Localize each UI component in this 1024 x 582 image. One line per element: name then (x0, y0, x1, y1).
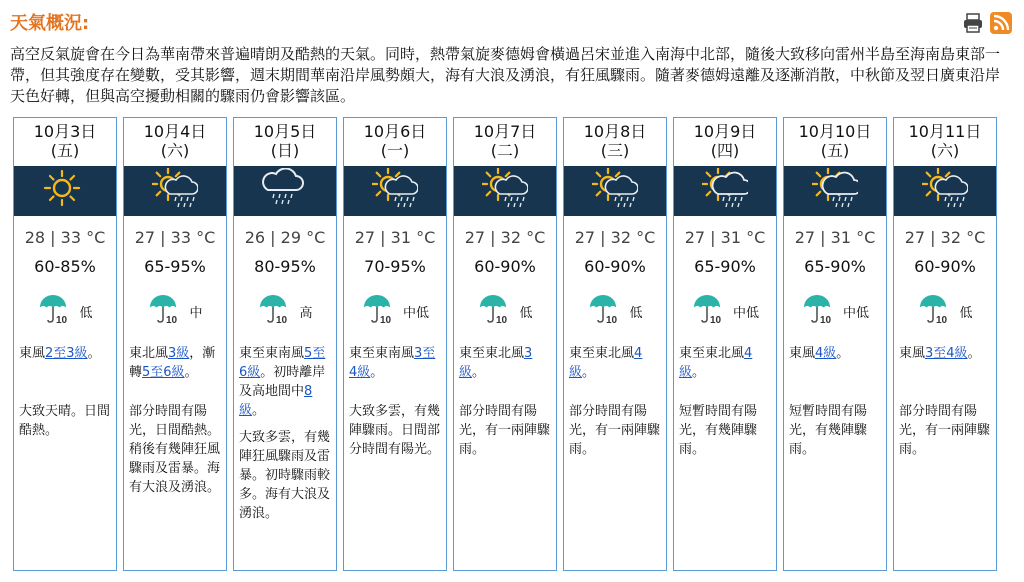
weather-description: 部分時間有陽光，有一兩陣驟雨。 (569, 404, 661, 457)
section-title: 天氣概況: (10, 13, 90, 34)
forecast-date: 10月6日 (363, 122, 427, 141)
forecast-day-card (893, 117, 997, 571)
psr-level: 中低 (732, 305, 759, 321)
svg-text:10: 10 (379, 315, 392, 325)
svg-text:10: 10 (936, 315, 948, 325)
wind-text: 東風 (899, 346, 926, 361)
humidity-range: 65-90% (694, 257, 756, 276)
rain-probability (564, 293, 666, 329)
wind-text: 東至東北風 (459, 346, 525, 361)
wind-forecast (349, 344, 443, 382)
rain-probability (234, 293, 336, 329)
wind-text: ，漸轉 (129, 346, 216, 380)
sunny-periods-showers-icon (922, 168, 968, 214)
psr-level: 低 (79, 305, 93, 321)
umbrella-icon (587, 293, 623, 329)
wind-scale-link[interactable]: 4級 (815, 346, 837, 361)
forecast-day-card (673, 117, 777, 571)
forecast-weekday: (一) (380, 141, 410, 160)
forecast-weekday: (五) (50, 141, 80, 160)
printer-icon[interactable] (962, 12, 984, 34)
forecast-day-card (233, 117, 337, 571)
wind-scale-link[interactable]: 3至4級 (925, 346, 968, 361)
sunny-periods-showers-icon (372, 168, 418, 214)
psr-level: 中低 (842, 305, 869, 321)
wind-forecast (19, 344, 113, 363)
forecast-date: 10月9日 (693, 122, 757, 141)
wind-scale-link[interactable]: 3級 (168, 346, 190, 361)
svg-text:10: 10 (56, 315, 68, 325)
weather-description: 部分時間有陽光，有一兩陣驟雨。 (459, 404, 551, 457)
humidity-range: 60-90% (914, 257, 976, 276)
temperature-range: 27 | 32 °C (574, 228, 656, 247)
weather-icon-band (454, 166, 556, 216)
humidity-range: 60-90% (474, 257, 536, 276)
umbrella-icon (361, 293, 397, 329)
forecast-weekday: (六) (930, 141, 960, 160)
forecast-weekday: (二) (490, 141, 520, 160)
sunny-intervals-showers-icon (702, 168, 748, 214)
temperature-range: 26 | 29 °C (244, 228, 326, 247)
forecast-date: 10月8日 (583, 122, 647, 141)
psr-level: 低 (959, 305, 973, 321)
rain-probability (344, 293, 446, 329)
weather-summary: 高空反氣旋會在今日為華南帶來普遍晴朗及酷熱的天氣。同時，熱帶氣旋麥德姆會橫過呂宋並進入南海中北部，隨後大致移向雷州半島至海南島東部一帶，但其強度存在變數，受其影響，週末期間華南沿岸風勢頗大，海有大浪及湧浪，有狂風驟雨。隨著麥德姆遠離及逐漸消散，中秋節及翌日廣東沿岸天色好轉，但與高空擾動相關的驟雨仍會影響該區。 (10, 45, 1001, 105)
forecast-date: 10月5日 (253, 122, 317, 141)
temperature-range: 27 | 32 °C (464, 228, 546, 247)
svg-text:10: 10 (496, 315, 508, 325)
forecast-weekday: (日) (270, 141, 300, 160)
sunny-periods-showers-icon (152, 168, 198, 214)
wind-scale-link[interactable]: 5至6級 (239, 346, 326, 380)
sunny-periods-showers-icon (592, 168, 638, 214)
temperature-range: 27 | 31 °C (794, 228, 876, 247)
forecast-date: 10月4日 (143, 122, 207, 141)
rain-icon (262, 168, 308, 214)
weather-icon-band (564, 166, 666, 216)
wind-text: 。 (472, 365, 486, 380)
rss-icon[interactable] (990, 12, 1012, 34)
wind-forecast (679, 344, 773, 382)
wind-text: 。初時離岸及高地間中 (239, 365, 326, 399)
forecast-date: 10月10日 (798, 122, 872, 141)
wind-text: 東至東南風 (349, 346, 415, 361)
wind-scale-link[interactable]: 2至3級 (45, 346, 88, 361)
forecast-day-card (783, 117, 887, 571)
temperature-range: 27 | 31 °C (684, 228, 766, 247)
forecast-weekday: (六) (160, 141, 190, 160)
forecast-weekday: (五) (820, 141, 850, 160)
weather-icon-band (894, 166, 996, 216)
weather-description: 部分時間有陽光，有一兩陣驟雨。 (899, 404, 991, 457)
wind-text: 。 (582, 365, 596, 380)
wind-forecast (899, 344, 993, 363)
wind-forecast (789, 344, 883, 363)
svg-text:10: 10 (606, 315, 618, 325)
wind-scale-link[interactable]: 8級 (239, 384, 313, 418)
forecast-day-card (343, 117, 447, 571)
forecast-day-card (453, 117, 557, 571)
svg-text:10: 10 (276, 315, 288, 325)
psr-level: 中 (189, 305, 203, 321)
weather-description: 部分時間有陽光，日間酷熱。稍後有幾陣狂風驟雨及雷暴。海有大浪及湧浪。 (129, 404, 221, 495)
umbrella-icon (147, 293, 183, 329)
rain-probability (784, 293, 886, 329)
temperature-range: 27 | 32 °C (904, 228, 986, 247)
sunny-intervals-showers-icon (812, 168, 858, 214)
psr-level: 低 (629, 305, 643, 321)
wind-text: 東至東北風 (679, 346, 745, 361)
weather-description: 大致天晴。日間酷熱。 (19, 404, 111, 438)
rain-probability (14, 293, 116, 329)
rain-probability (894, 293, 996, 329)
wind-text: 東至東南風 (239, 346, 305, 361)
weather-icon-band (14, 166, 116, 216)
forecast-date: 10月7日 (473, 122, 537, 141)
wind-text: 。 (87, 346, 101, 361)
humidity-range: 60-90% (584, 257, 646, 276)
forecast-day-card (563, 117, 667, 571)
wind-forecast (239, 344, 333, 420)
wind-text: 。 (692, 365, 706, 380)
forecast-date: 10月11日 (908, 122, 982, 141)
wind-scale-link[interactable]: 4級 (569, 346, 643, 380)
humidity-range: 60-85% (34, 257, 96, 276)
svg-text:10: 10 (819, 315, 832, 325)
wind-text: 。 (967, 346, 981, 361)
forecast-date: 10月3日 (33, 122, 97, 141)
wind-text: 。 (370, 365, 384, 380)
wind-scale-link[interactable]: 3級 (459, 346, 533, 380)
weather-icon-band (344, 166, 446, 216)
rain-probability (674, 293, 776, 329)
humidity-range: 65-95% (144, 257, 206, 276)
wind-text: 東風 (19, 346, 46, 361)
rain-probability (454, 293, 556, 329)
wind-scale-link[interactable]: 5至6級 (142, 365, 185, 380)
humidity-range: 80-95% (254, 257, 316, 276)
weather-description: 短暫時間有陽光，有幾陣驟雨。 (679, 404, 758, 457)
wind-forecast (129, 344, 223, 382)
wind-forecast (569, 344, 663, 382)
temperature-range: 27 | 33 °C (134, 228, 216, 247)
wind-text: 東至東北風 (569, 346, 635, 361)
wind-text: 。 (836, 346, 850, 361)
wind-text: 東風 (789, 346, 816, 361)
umbrella-icon (691, 293, 727, 329)
weather-icon-band (674, 166, 776, 216)
humidity-range: 70-95% (364, 257, 426, 276)
weather-icon-band (234, 166, 336, 216)
umbrella-icon (801, 293, 837, 329)
forecast-day-card (13, 117, 117, 571)
svg-text:10: 10 (166, 315, 178, 325)
wind-scale-link[interactable]: 4級 (679, 346, 753, 380)
wind-scale-link[interactable]: 3至4級 (349, 346, 436, 380)
forecast-day-card (123, 117, 227, 571)
wind-text: 。 (184, 365, 198, 380)
sunny-periods-showers-icon (482, 168, 528, 214)
wind-forecast (459, 344, 553, 382)
weather-description: 短暫時間有陽光，有幾陣驟雨。 (789, 404, 868, 457)
psr-level: 高 (299, 305, 313, 321)
humidity-range: 65-90% (804, 257, 866, 276)
rain-probability (124, 293, 226, 329)
wind-text: 。 (252, 403, 266, 418)
temperature-range: 27 | 31 °C (354, 228, 436, 247)
umbrella-icon (917, 293, 953, 329)
forecast-weekday: (三) (600, 141, 630, 160)
toolbar (962, 12, 1012, 34)
umbrella-icon (477, 293, 513, 329)
umbrella-icon (257, 293, 293, 329)
temperature-range: 28 | 33 °C (24, 228, 106, 247)
forecast-weekday: (四) (710, 141, 740, 160)
weather-icon-band (784, 166, 886, 216)
nine-day-forecast (13, 117, 1009, 573)
weather-icon-band (124, 166, 226, 216)
umbrella-icon (37, 293, 73, 329)
weather-description: 大致多雲，有幾陣狂風驟雨及雷暴。初時驟雨較多。海有大浪及湧浪。 (239, 430, 331, 521)
wind-text: 東北風 (129, 346, 169, 361)
weather-description: 大致多雲，有幾陣驟雨。日間部分時間有陽光。 (349, 404, 441, 457)
psr-level: 中低 (402, 305, 429, 321)
svg-text:10: 10 (709, 315, 722, 325)
sunny-icon (42, 168, 88, 214)
psr-level: 低 (519, 305, 533, 321)
